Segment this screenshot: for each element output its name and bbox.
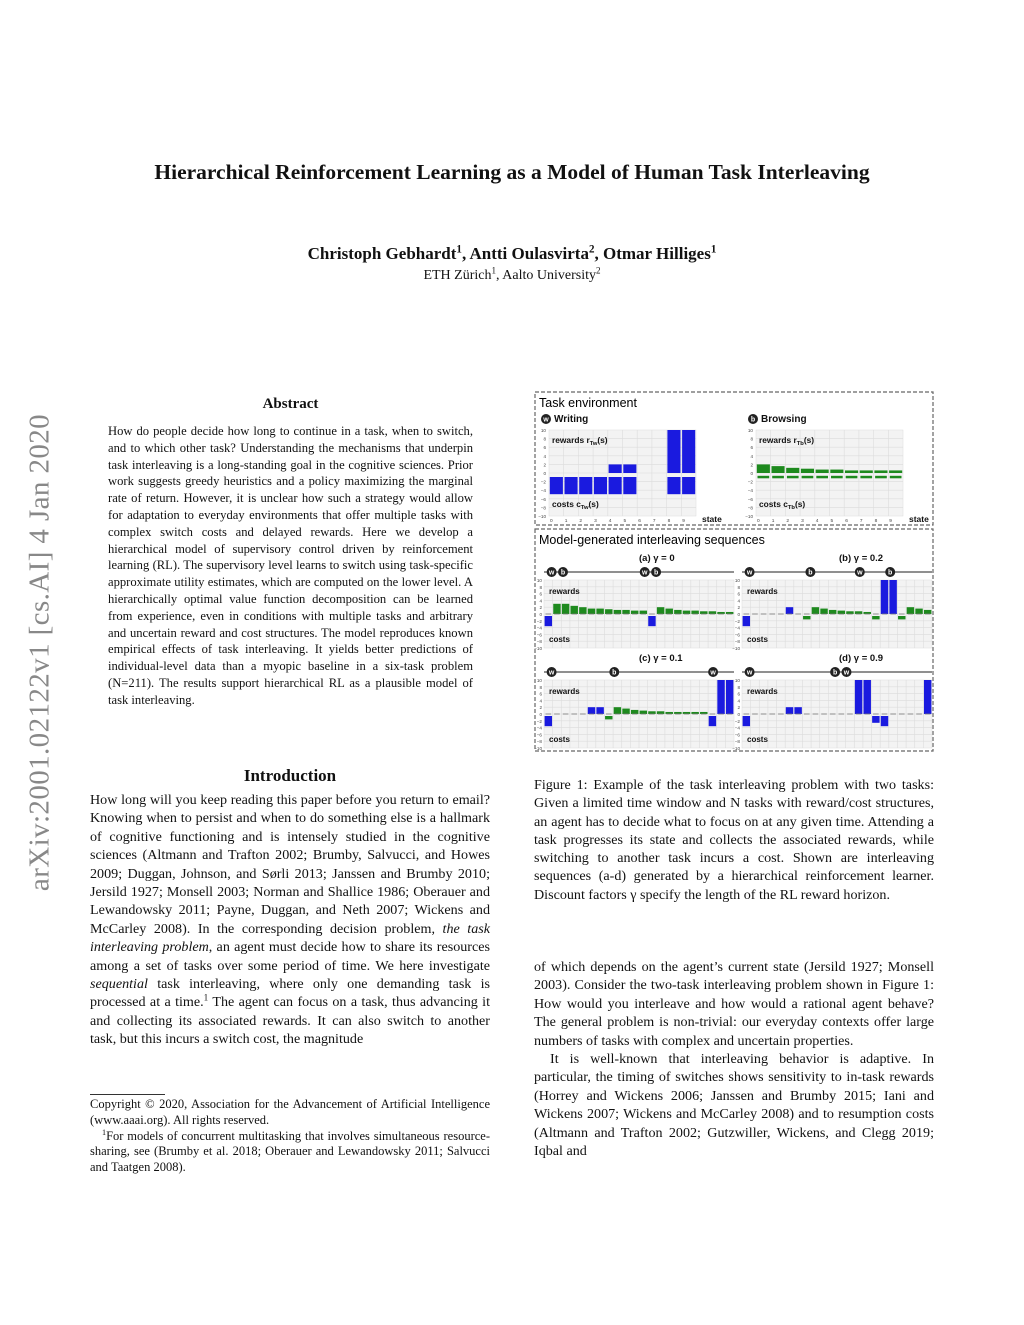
x-tick-label: 9 [889, 519, 892, 524]
reward-bar [700, 611, 707, 614]
y-tick-label: 8 [539, 684, 542, 690]
y-tick-label: −8 [536, 739, 542, 745]
cost-bar [881, 716, 888, 726]
figure-caption: Figure 1: Example of the task interleaving problem with two tasks: Given a limited time window and N tasks with reward/cost structures, an agent has to decide what to focus on at any given time. Attending a task progresses its state and collects the associated rewards, while switching to another task incurs a cost. Shown are interleaving sequences (a-d) generated by a hierarchical reinforcement learner. Discount factors γ specify the length of the RL reward horizon. [534, 777, 934, 903]
y-tick-label: −4 [540, 488, 546, 494]
reward-bar [579, 607, 586, 614]
y-tick-label: 2 [737, 705, 740, 711]
reward-bar [812, 607, 819, 614]
reward-bar [772, 466, 785, 473]
rewards-label: rewards $r_{Tb}(s)$ [759, 435, 815, 447]
reward-bar [874, 470, 887, 473]
cost-bar [594, 477, 607, 494]
rewards-label: rewards [549, 687, 580, 696]
chart-title: Browsing [761, 414, 807, 425]
y-tick-label: −10 [732, 646, 740, 651]
y-tick-label: −2 [734, 718, 740, 724]
reward-subscript: Tb [796, 441, 804, 447]
y-tick-label: −8 [540, 505, 546, 511]
author-aff: 1 [710, 243, 717, 256]
reward-bar [846, 611, 853, 614]
reward-subscript: Tw [589, 441, 598, 447]
reward-bar [648, 711, 655, 714]
env-title: Task environment [539, 396, 637, 410]
reward-bar [614, 610, 621, 614]
y-tick-label: 0 [539, 712, 542, 717]
y-tick-label: −10 [534, 646, 542, 651]
figure-1-svg [534, 391, 934, 753]
y-tick-label: 0 [543, 471, 546, 476]
cost-bar [803, 616, 810, 619]
affiliation-num: 1 [491, 265, 497, 276]
reward-bar [838, 611, 845, 614]
cost-bar [816, 476, 828, 479]
y-tick-label: −4 [536, 625, 542, 631]
reward-bar [830, 470, 843, 473]
reward-bar [596, 707, 603, 714]
reward-bar [717, 680, 724, 714]
subplot-title: (c) γ = 0.1 [639, 653, 683, 664]
marker-letter: w [746, 669, 753, 677]
costs-label: costs [747, 635, 768, 644]
reward-bar [924, 610, 931, 614]
reward-bar [640, 611, 647, 614]
reward-bar [889, 470, 902, 473]
subplot-title: (a) γ = 0 [639, 553, 675, 564]
marker-letter: b [653, 569, 659, 577]
y-tick-label: 2 [543, 462, 546, 468]
reward-bar [860, 470, 873, 473]
cost-bar [890, 476, 902, 479]
marker-letter: w [710, 669, 716, 677]
reward-bar [682, 430, 695, 473]
y-tick-label: −4 [747, 488, 753, 494]
y-tick-label: 4 [737, 598, 740, 604]
y-tick-label: 0 [539, 612, 542, 617]
y-tick-label: −8 [734, 639, 740, 645]
reward-bar [657, 607, 664, 614]
reward-bar [801, 469, 814, 473]
y-tick-label: −6 [734, 632, 740, 638]
x-tick-label: 6 [845, 519, 848, 524]
footnote-text: For models of concurrent multitasking that involves simultaneous resource-sharing, see (Brumby et al. 2018; Oberauer and Lewandowsky 2011; Salvucci and Taatgen 2008). [90, 1128, 490, 1175]
x-tick-label: 7 [859, 519, 863, 524]
y-tick-label: −6 [540, 496, 546, 502]
cost-bar [550, 477, 563, 494]
y-tick-label: 4 [539, 698, 542, 704]
marker-letter: w [843, 669, 850, 677]
rewards-label: rewards [549, 587, 580, 596]
x-tick-label: 1 [564, 519, 568, 524]
cost-bar [846, 476, 858, 479]
cost-bar [743, 716, 750, 726]
costs-label: costs $c_{Tw}(s)$ [552, 499, 599, 511]
sequence-chart [534, 653, 734, 751]
cost-bar [872, 716, 879, 723]
y-tick-label: 6 [543, 445, 546, 451]
x-tick-label: 0 [757, 519, 760, 524]
marker-letter: b [888, 569, 893, 577]
y-tick-label: 6 [539, 591, 542, 597]
reward-bar [622, 610, 629, 614]
costs-label: costs $c_{Tb}(s)$ [759, 499, 806, 511]
reward-bar [674, 610, 681, 614]
y-tick-label: 2 [539, 605, 542, 611]
x-tick-label: 5 [830, 519, 834, 524]
y-tick-label: 8 [539, 584, 542, 590]
x-tick-label: 2 [786, 519, 790, 524]
reward-bar [571, 606, 578, 614]
marker-letter: w [746, 569, 753, 577]
reward-bar [709, 611, 716, 614]
cost-bar [772, 476, 784, 479]
reward-bar [855, 611, 862, 614]
footnote-1 [90, 1129, 490, 1176]
intro-span: , an agent must decide how to share its resources among a set of tasks over some period of time. We here investigate [90, 939, 490, 974]
y-tick-label: 8 [750, 436, 753, 442]
abstract-heading: Abstract [262, 396, 319, 412]
reward-arg: (s) [597, 435, 608, 445]
intro-emphasis: the task interleaving problem [90, 920, 490, 956]
author-aff: 2 [588, 243, 595, 256]
reward-bar [820, 609, 827, 614]
reward-bar [553, 604, 560, 614]
y-tick-label: 10 [747, 428, 753, 433]
reward-bar [829, 610, 836, 614]
rewards-label: rewards [747, 587, 778, 596]
y-tick-label: 10 [734, 578, 740, 583]
reward-bar [657, 711, 664, 714]
x-tick-label: 5 [623, 519, 627, 524]
x-tick-label: 8 [667, 519, 671, 524]
y-tick-label: 0 [750, 471, 753, 476]
cost-bar [802, 476, 814, 479]
reward-bar [640, 711, 647, 714]
marker-letter: b [750, 416, 756, 424]
marker-letter: b [832, 669, 838, 677]
cost-bar [545, 716, 552, 726]
reward-bar [915, 609, 922, 614]
affiliation-num: 2 [595, 265, 601, 276]
y-tick-label: −6 [536, 732, 542, 738]
author-name: Otmar Hilliges [603, 244, 711, 263]
reward-bar [855, 680, 862, 714]
reward-bar [614, 707, 621, 714]
marker-letter: b [560, 569, 566, 577]
cost-bar [875, 476, 887, 479]
costs-label: costs [549, 635, 570, 644]
cost-bar [758, 476, 770, 479]
intro-emphasis: sequential [90, 976, 148, 993]
sequence-chart [534, 553, 734, 651]
marker-letter: w [548, 669, 555, 677]
cost-bar [709, 716, 716, 726]
y-tick-label: −8 [536, 639, 542, 645]
cost-arg: (s) [794, 499, 806, 509]
arxiv-stamp: arXiv:2001.02122v1 [cs.AI] 4 Jan 2020 [23, 413, 56, 892]
reward-bar [864, 680, 871, 714]
y-tick-label: 0 [737, 712, 740, 717]
y-tick-label: 0 [737, 612, 740, 617]
cost-bar [565, 477, 578, 494]
y-tick-label: −2 [734, 618, 740, 624]
y-tick-label: −8 [747, 505, 753, 511]
cost-bar [787, 476, 799, 479]
intro-span: task interleaving, where only one demanding task is processed at a time. [90, 976, 490, 1011]
subplot-title: (b) γ = 0.2 [839, 553, 884, 564]
paper-title: Hierarchical Reinforcement Learning as a Model of Human Task Interleaving [154, 160, 870, 184]
reward-bar [605, 609, 612, 614]
author-aff: 1 [456, 243, 462, 256]
cost-bar [609, 477, 622, 494]
reward-bar [666, 609, 673, 614]
affiliation: Aalto University [502, 268, 596, 283]
author-name: Christoph Gebhardt [307, 244, 457, 263]
y-tick-label: −10 [732, 746, 740, 751]
x-tick-label: 4 [608, 519, 612, 524]
y-tick-label: 10 [540, 428, 546, 433]
y-tick-label: 6 [737, 691, 740, 697]
y-tick-label: −10 [745, 514, 753, 519]
reward-bar [907, 607, 914, 614]
marker-letter: w [641, 569, 648, 577]
affiliation: ETH Zürich [423, 268, 492, 283]
y-tick-label: 4 [737, 698, 740, 704]
y-tick-label: −6 [536, 632, 542, 638]
cost-bar [872, 616, 879, 619]
reward-bar [757, 464, 770, 473]
affiliations: ETH Zürich$^1$, Aalto University$^2$ [423, 265, 601, 283]
cost-bar [545, 616, 552, 626]
y-tick-label: −10 [538, 514, 546, 519]
x-tick-label: 3 [594, 519, 597, 524]
reward-bar [588, 609, 595, 614]
env-chart-writing [538, 414, 722, 524]
x-tick-label: 9 [682, 519, 685, 524]
x-tick-label: 2 [579, 519, 583, 524]
x-tick-label: 7 [652, 519, 656, 524]
reward-bar [683, 611, 690, 614]
figure-1 [534, 391, 934, 751]
y-tick-label: 10 [536, 578, 542, 583]
reward-bar [881, 580, 888, 614]
state-label: state [909, 514, 929, 524]
y-tick-label: −2 [536, 618, 542, 624]
reward-bar [609, 464, 622, 473]
reward-bar [794, 707, 801, 714]
cost-subscript: Tb [787, 505, 795, 511]
cost-bar [667, 477, 680, 494]
y-tick-label: 8 [543, 436, 546, 442]
y-tick-label: 10 [536, 678, 542, 683]
cost-bar [860, 476, 872, 479]
reward-arg: (s) [803, 435, 815, 445]
x-tick-label: 8 [874, 519, 878, 524]
x-tick-label: 6 [638, 519, 641, 524]
reward-bar [786, 607, 793, 614]
cost-bar [831, 476, 843, 479]
cost-subscript: Tw [580, 505, 589, 511]
y-tick-label: −8 [734, 739, 740, 745]
marker-letter: b [808, 569, 813, 577]
costs-label: costs [549, 735, 570, 744]
reward-bar [786, 707, 793, 714]
marker-letter: b [612, 669, 617, 677]
y-tick-label: 4 [543, 453, 546, 459]
chart-title: Writing [554, 414, 589, 425]
intro-span: How long will you keep reading this paper before you return to email? Knowing when to persist and when to do something else is a hallmark of cognitive functioning and is intensely studied in the cognitive sciences (Altmann and Trafton 2002; Brumby, Salvucci, and Howes 2009; Duggan, Johnson, and Sørli 2013; Janssen and Brumby 2010; Jersild 1927; Monsell 2003; Norman and Shallice 1986; Oberauer and Lewandowsky 2011; Payne, Duggan, and Neth 2007; Wickens and McCarley 2008). In the corresponding decision problem, [90, 792, 490, 937]
footnotes [90, 1097, 490, 1176]
reward-bar [816, 470, 829, 473]
y-tick-label: −10 [534, 746, 542, 751]
reward-bar [588, 707, 595, 714]
intro-span: The agent can focus on a task, thus advancing it and collecting its associated rewards. It can also switch to another task, but this incurs a switch cost, the magnitude [90, 994, 491, 1048]
copyright-note: Copyright © 2020, Association for the Advancement of Artificial Intelligence (www.aaai.org). All rights reserved. [90, 1097, 490, 1127]
rewards-label: rewards [747, 687, 778, 696]
cost-arg: (s) [588, 499, 599, 509]
y-tick-label: 10 [734, 678, 740, 683]
y-tick-label: 4 [750, 453, 753, 459]
marker-letter: w [543, 416, 549, 424]
right-column-text [534, 958, 934, 1160]
author-name: Antti Oulasvirta [469, 244, 589, 263]
y-tick-label: 6 [539, 691, 542, 697]
sequence-chart [732, 653, 932, 751]
cost-bar [623, 477, 636, 494]
x-tick-label: 3 [801, 519, 804, 524]
reward-bar [623, 464, 636, 473]
footnote-mark: 1 [203, 992, 209, 1003]
reward-bar [622, 709, 629, 714]
paragraph: It is well-known that interleaving behavior is adaptive. In particular, the timing of switches shows sensitivity to in-task rewards (Horrey and Wickens 2006; Janssen and Brumby 2015; Iani and Wickens 2007; Wickens and McCarley 2008) and to resumption costs (Altmann and Trafton 2002; Gutzwiller, Wickens, and Clegg 2019; Iqbal and [534, 1051, 934, 1160]
y-tick-label: −6 [747, 496, 753, 502]
cost-bar [648, 616, 655, 626]
y-tick-label: −4 [734, 725, 740, 731]
reward-bar [596, 609, 603, 614]
footnote-rule [90, 1094, 165, 1095]
x-tick-label: 4 [815, 519, 819, 524]
sequence-chart [732, 553, 932, 651]
env-chart-browsing [745, 414, 929, 524]
rewards-label: rewards $r_{Tw}(s)$ [552, 435, 608, 447]
y-tick-label: −4 [734, 625, 740, 631]
introduction-text [90, 791, 490, 1049]
cost-bar [605, 716, 612, 719]
abstract-text: How do people decide how long to continue in a task, when to switch, and to which other task? Understanding the mechanisms that underpin task interleaving is a long-standing goal in the cognitive sciences. Prior work suggests greedy heuristics and a policy maximizing the marginal rate of return. However, it is unclear how such a strategy would allow for adaptation to everyday environments that offer multiple tasks with complex switch costs and delayed rewards. Here we develop a hierarchical model of supervisory control driven by reinforcement learning (RL). The supervisory level learns to switch using task-specific approximate utility estimates, which are computed on the lower level. A hierarchically optimal value function decomposition can be learned from experience, even in conditions with multiple tasks and arbitrary and uncertain reward and cost structures. The model reproduces known empirical effects of task interleaving. It yields better predictions of individual-level data than a myopic baseline in a six-task problem (N=211). The results support hierarchical RL as a plausible model of task interleaving. [108, 424, 473, 707]
introduction-heading: Introduction [243, 766, 337, 785]
cost-bar [682, 477, 695, 494]
reward-bar [889, 580, 896, 614]
seq-title: Model-generated interleaving sequences [539, 533, 765, 547]
x-tick-label: 1 [771, 519, 775, 524]
y-tick-label: −2 [536, 718, 542, 724]
reward-bar [924, 680, 931, 714]
env-charts [538, 414, 929, 524]
y-tick-label: 4 [539, 598, 542, 604]
cost-bar [898, 616, 905, 619]
y-tick-label: 6 [737, 591, 740, 597]
reward-bar [726, 680, 733, 714]
author-list: Christoph Gebhardt$^1$, Antti Oulasvirta$^2$, Otmar Hilliges$^1$ [307, 243, 717, 263]
reward-bar [631, 611, 638, 614]
reward-bar [667, 430, 680, 473]
reward-bar [562, 604, 569, 614]
reward-bar [691, 611, 698, 614]
costs-label: costs [747, 735, 768, 744]
y-tick-label: 2 [750, 462, 753, 468]
paragraph: of which depends on the agent’s current state (Jersild 1927; Monsell 2003). Consider the two-task interleaving problem shown in Figure 1: How would you interleave and how would a rational agent behave? The general problem is non-trivial: our everyday contexts offer large numbers of tasks with complex and uncertain properties. [534, 959, 934, 1049]
seq-charts [534, 553, 932, 751]
reward-bar [845, 470, 858, 473]
y-tick-label: −6 [734, 732, 740, 738]
y-tick-label: −2 [747, 479, 753, 485]
y-tick-label: 2 [539, 705, 542, 711]
state-label: state [702, 514, 722, 524]
y-tick-label: −2 [540, 479, 546, 485]
subplot-title: (d) γ = 0.9 [839, 653, 884, 664]
reward-bar [786, 468, 799, 473]
x-tick-label: 0 [550, 519, 553, 524]
cost-bar [743, 616, 750, 626]
cost-bar [579, 477, 592, 494]
marker-letter: w [548, 569, 555, 577]
footnote-mark: 1 [102, 1127, 107, 1137]
y-tick-label: 8 [737, 684, 740, 690]
reward-bar [631, 710, 638, 714]
marker-letter: w [857, 569, 863, 577]
y-tick-label: 2 [737, 605, 740, 611]
y-tick-label: 8 [737, 584, 740, 590]
y-tick-label: 6 [750, 445, 753, 451]
y-tick-label: −4 [536, 725, 542, 731]
